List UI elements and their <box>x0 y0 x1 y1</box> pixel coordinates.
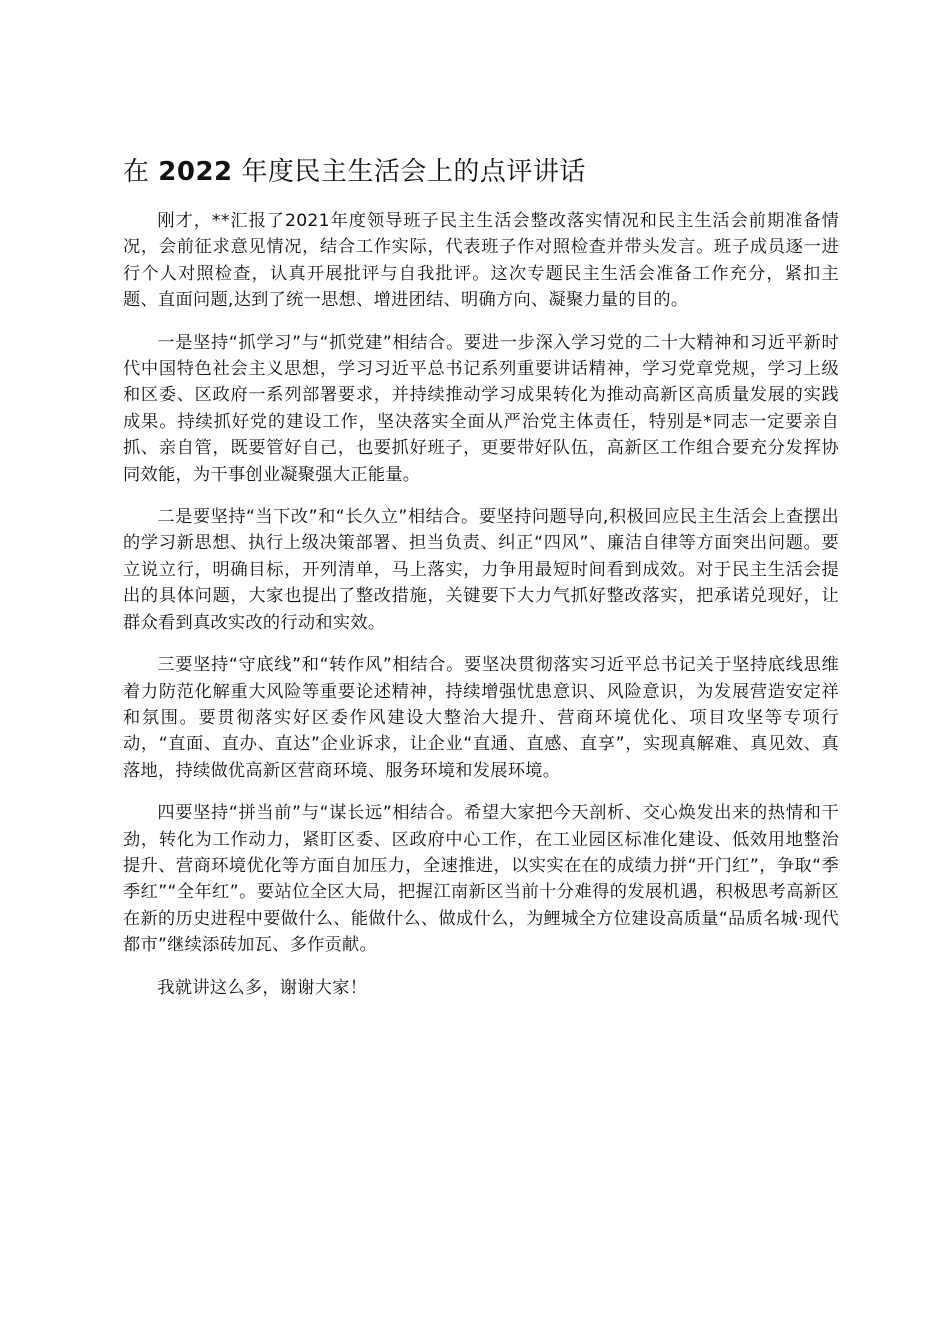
document-title <box>123 150 839 194</box>
paragraph-point-4: 四要坚持“拼当前”与“谋长远”相结合。希望大家把今天剖析、交心焕发出来的热情和干劲，转化为工作动力，紧盯区委、区政府中心工作，在工业园区标准化建设、低效用地整治提升、营商环境优化等方面自加压力，全速推进，以实实在在的成绩力拼“开门红”，争取“季季红”“全年红”。要站位全区大局，把握江南新区当前十分难得的发展机遇，积极思考高新区在新的历史进程中要做什么、能做什么、做成什么，为鲤城全方位建设高质量“品质名城·现代都市”继续添砖加瓦、多作贡献。 <box>123 803 839 956</box>
paragraph-intro: 刚才，**汇报了2021年度领导班子民主生活会整改落实情况和民主生活会前期准备情况，会前征求意见情况，结合工作实际，代表班子作对照检查并带头发言。班子成员逐一进行个人对照检查，认真开展批评与自我批评。这次专题民主生活会准备工作充分，紧扣主题、直面问题,达到了统一思想、增进团结、明确方向、凝聚力量的目的。 <box>123 211 839 311</box>
title-prefix: 在 <box>123 157 150 187</box>
paragraph-closing: 我就讲这么多，谢谢大家！ <box>157 977 368 998</box>
document-page <box>123 150 839 1017</box>
title-year: 2022 <box>158 157 233 187</box>
paragraph-point-2: 二是要坚持“当下改”和“长久立”相结合。要坚持问题导向,积极回应民主生活会上查摆出的学习新思想、执行上级决策部署、担当负责、纠正“四风”、廉洁自律等方面突出问题。要立说立行，明确目标，开列清单，马上落实，力争用最短时间看到成效。对于民主生活会提出的具体问题，大家也提出了整改措施，关键要下大力气抓好整改落实，把承诺兑现好，让群众看到真改实改的行动和实效。 <box>123 507 839 633</box>
paragraph-point-3: 三要坚持“守底线”和“转作风”相结合。要坚决贯彻落实习近平总书记关于坚持底线思维着力防范化解重大风险等重要论述精神，持续增强忧患意识、风险意识，为发展营造安定祥和氛围。要贯彻落实好区委作风建设大整治大提升、营商环境优化、项目攻坚等专项行动，“直面、直办、直达”企业诉求，让企业“直通、直感、直享”，实现真解难、真见效、真落地，持续做优高新区营商环境、服务环境和发展环境。 <box>123 655 839 781</box>
title-suffix: 年度民主生活会上的点评讲话 <box>241 157 586 187</box>
paragraph-point-1: 一是坚持“抓学习”与“抓党建”相结合。要进一步深入学习党的二十大精神和习近平新时代中国特色社会主义思想，学习习近平总书记系列重要讲话精神，学习党章党规，学习上级和区委、区政府一系列部署要求，并持续推动学习成果转化为推动高新区高质量发展的实践成果。持续抓好党的建设工作，坚决落实全面从严治党主体责任，特别是*同志一定要亲自抓、亲自管，既要管好自己，也要抓好班子，更要带好队伍，高新区工作组合要充分发挥协同效能，为干事创业凝聚强大正能量。 <box>123 332 839 485</box>
